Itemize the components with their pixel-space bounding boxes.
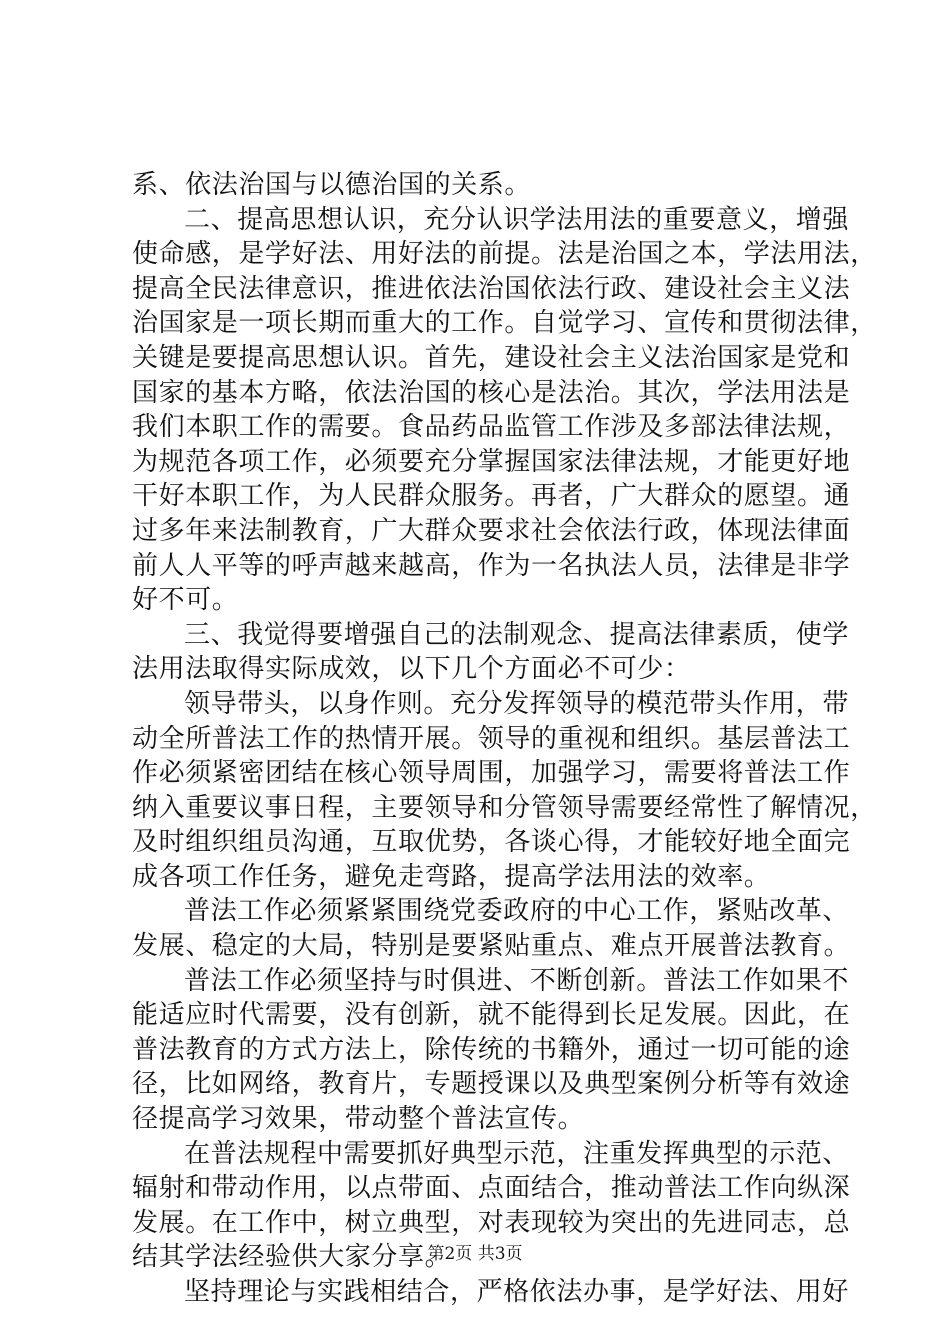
- text-line: 国家的基本方略，依法治国的核心是法治。其次，学法用法是: [132, 377, 851, 408]
- text-line: 使命感，是学好法、用好法的前提。法是治国之本，学法用法，: [132, 239, 877, 270]
- text-line: 干好本职工作，为人民群众服务。再者，广大群众的愿望。通: [132, 481, 851, 512]
- text-line: 过多年来法制教育，广大群众要求社会依法行政，体现法律面: [132, 515, 851, 546]
- text-line: 为规范各项工作，必须要充分掌握国家法律法规，才能更好地: [132, 446, 851, 477]
- text-line: 治国家是一项长期而重大的工作。自觉学习、宣传和贯彻法律，: [132, 308, 877, 339]
- text-line: 好不可。: [132, 585, 239, 616]
- page-footer: [0, 1244, 950, 1264]
- text-line: 领导带头，以身作则。充分发挥领导的模范带头作用，带: [184, 688, 850, 719]
- text-line: 法用法取得实际成效，以下几个方面必不可少：: [132, 654, 691, 685]
- text-line: 发展。在工作中，树立典型，对表现较为突出的先进同志，总: [132, 1207, 851, 1238]
- text-line: 普法工作必须紧紧围绕党委政府的中心工作，紧贴改革、: [184, 896, 850, 927]
- text-line: 能适应时代需要，没有创新，就不能得到长足发展。因此，在: [132, 1000, 851, 1031]
- document-body: [132, 168, 877, 1310]
- text-line: 作必须紧密团结在核心领导周围，加强学习，需要将普法工作: [132, 758, 851, 789]
- text-line: 及时组织组员沟通，互取优势，各谈心得，才能较好地全面完: [132, 827, 851, 858]
- text-line: 二、提高思想认识，充分认识学法用法的重要意义，增强: [184, 204, 850, 235]
- text-line: 我们本职工作的需要。食品药品监管工作涉及多部法律法规，: [132, 412, 851, 443]
- text-line: 成各项工作任务，避免走弯路，提高学法用法的效率。: [132, 861, 771, 892]
- text-line: 关键是要提高思想认识。首先，建设社会主义法治国家是党和: [132, 342, 851, 373]
- text-line: 结其学法经验供大家分享。: [132, 1242, 452, 1273]
- text-line: 发展、稳定的大局，特别是要紧贴重点、难点开展普法教育。: [132, 931, 851, 962]
- text-line: 径，比如网络，教育片，专题授课以及典型案例分析等有效途: [132, 1069, 851, 1100]
- text-line: 纳入重要议事日程，主要领导和分管领导需要经常性了解情况，: [132, 792, 877, 823]
- text-line: 提高全民法律意识，推进依法治国依法行政、建设社会主义法: [132, 273, 851, 304]
- text-line: 辐射和带动作用，以点带面、点面结合，推动普法工作向纵深: [132, 1173, 851, 1204]
- text-line: 系、依法治国与以德治国的关系。: [132, 170, 532, 200]
- text-line: 三、我觉得要增强自己的法制观念、提高法律素质，使学: [184, 619, 850, 650]
- text-line: 动全所普法工作的热情开展。领导的重视和组织。基层普法工: [132, 723, 851, 754]
- text-line: 在普法规程中需要抓好典型示范，注重发挥典型的示范、: [184, 1138, 850, 1169]
- text-line: 前人人平等的呼声越来越高，作为一名执法人员，法律是非学: [132, 550, 851, 581]
- text-line: 坚持理论与实践相结合，严格依法办事，是学好法、用好: [184, 1277, 850, 1307]
- text-line: 径提高学习效果，带动整个普法宣传。: [132, 1104, 585, 1135]
- text-line: 普法工作必须坚持与时俱进、不断创新。普法工作如果不: [184, 965, 850, 996]
- text-line: 普法教育的方式方法上，除传统的书籍外，通过一切可能的途: [132, 1034, 851, 1065]
- page-number-label: 第2页 共3页: [427, 1244, 523, 1264]
